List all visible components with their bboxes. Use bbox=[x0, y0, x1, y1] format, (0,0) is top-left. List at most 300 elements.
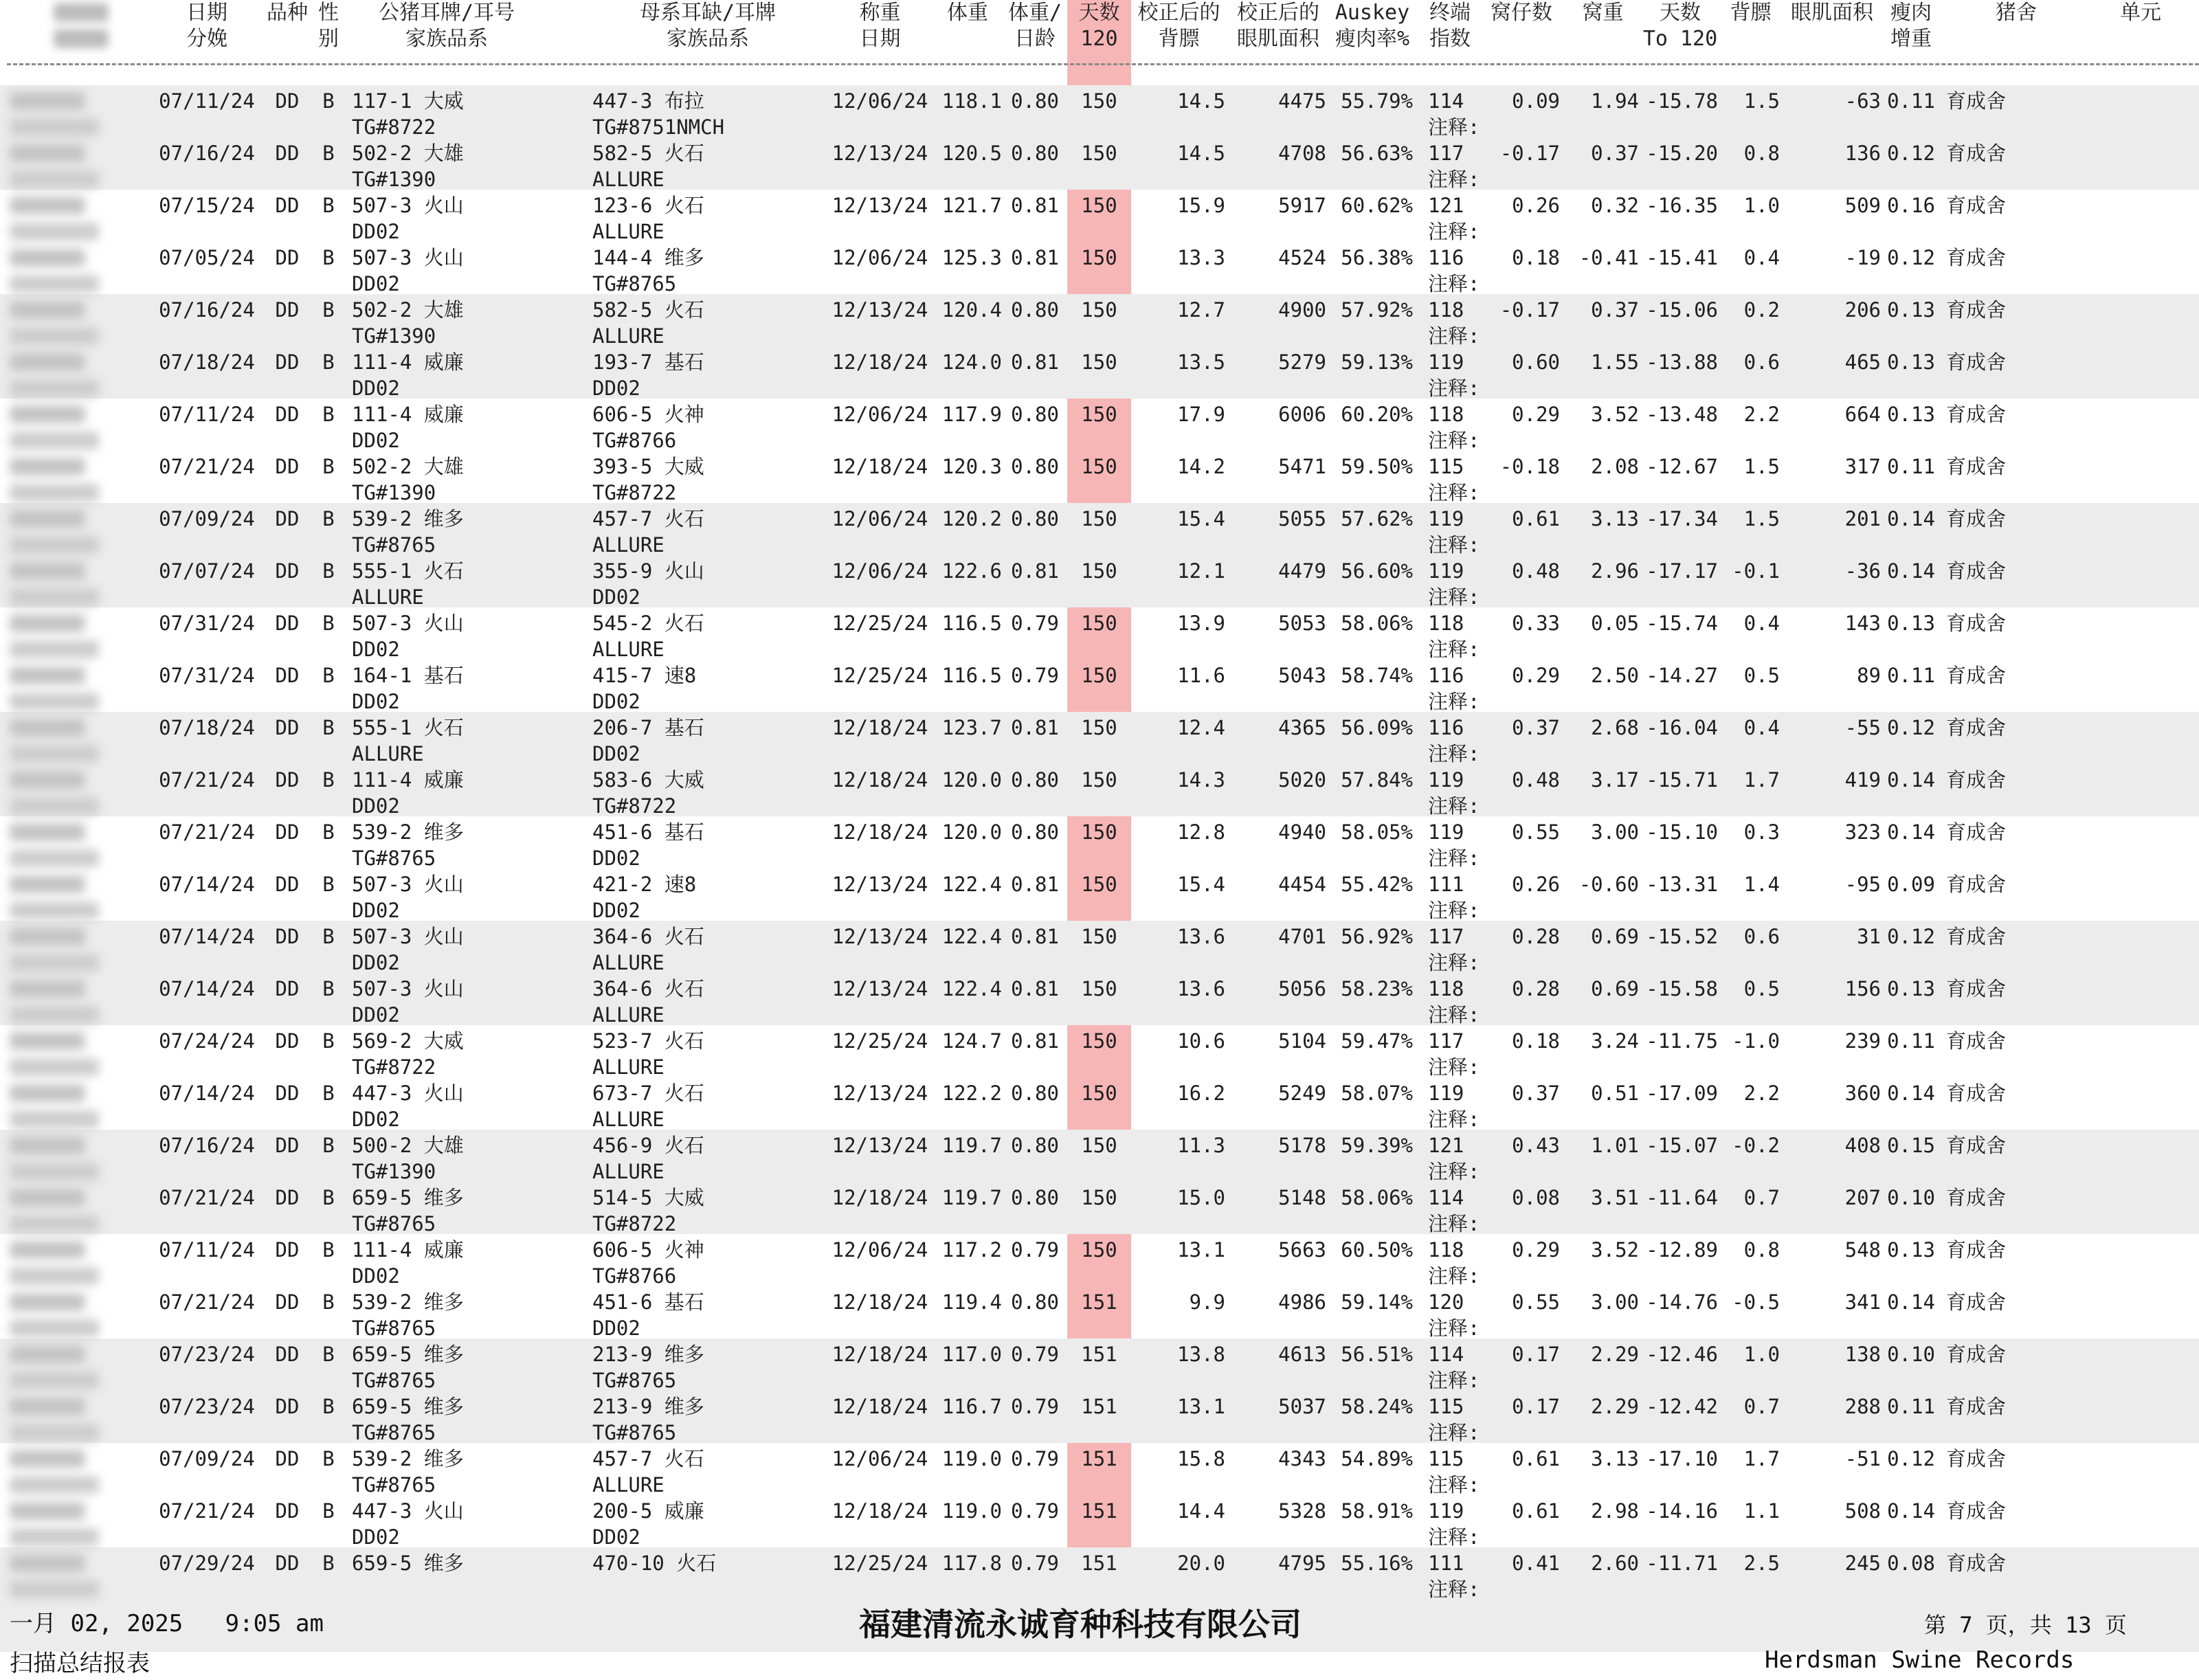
cell-wt: 122.4 bbox=[941, 925, 1002, 948]
sire-line: DD02 bbox=[352, 272, 400, 295]
cell-d120: -14.27 bbox=[1646, 664, 1718, 687]
cell-sex: B bbox=[322, 1290, 335, 1314]
cell-sex: B bbox=[322, 194, 335, 217]
dam-line: DD02 bbox=[592, 847, 640, 870]
cell-wt: 117.9 bbox=[941, 403, 1002, 426]
cell-sex: B bbox=[322, 1395, 335, 1418]
cell-bfv: -1.0 bbox=[1732, 1029, 1780, 1053]
cell-bf: 13.3 bbox=[1177, 246, 1225, 269]
cell-date: 07/31/24 bbox=[159, 664, 255, 687]
cell-breed: DD bbox=[275, 925, 300, 948]
cell-lean: 60.50% bbox=[1341, 1238, 1413, 1262]
cell-barn: 育成舍 bbox=[1946, 403, 2007, 426]
cell-wdate: 12/25/24 bbox=[831, 1552, 928, 1575]
cell-d120: -15.74 bbox=[1646, 612, 1718, 635]
cell-lea: 4475 bbox=[1278, 89, 1326, 113]
cell-days: 151 bbox=[1081, 1343, 1117, 1366]
cell-breed: DD bbox=[275, 507, 300, 530]
sire-line: TG#8765 bbox=[352, 1473, 436, 1497]
cell-wdate: 12/06/24 bbox=[831, 246, 928, 269]
cell-barn: 育成舍 bbox=[1946, 1343, 2007, 1366]
sire-line: ALLURE bbox=[352, 742, 424, 765]
cell-bfv: -0.2 bbox=[1732, 1134, 1780, 1157]
header-line-1: 天数 bbox=[1660, 1, 1701, 25]
cell-lwt: -0.41 bbox=[1578, 246, 1639, 269]
sire-id: 507-3 火山 bbox=[352, 194, 464, 217]
ear-notch-redacted bbox=[10, 170, 99, 188]
cell-wt: 119.7 bbox=[941, 1186, 1002, 1209]
cell-sex: B bbox=[322, 1343, 335, 1366]
dam-id: 206-7 基石 bbox=[592, 716, 704, 739]
cell-days: 150 bbox=[1081, 142, 1117, 165]
cell-wt: 120.0 bbox=[941, 768, 1002, 792]
cell-wdate: 12/25/24 bbox=[831, 664, 928, 687]
dam-id: 213-9 维多 bbox=[592, 1395, 704, 1418]
cell-wt: 120.3 bbox=[941, 455, 1002, 478]
cell-bf: 13.6 bbox=[1177, 925, 1225, 948]
cell-wdate: 12/18/24 bbox=[831, 1186, 928, 1209]
cell-lwt: 2.29 bbox=[1591, 1343, 1639, 1366]
ear-notch-redacted bbox=[10, 1006, 99, 1024]
dam-line: TG#8722 bbox=[592, 794, 677, 818]
ear-tag-redacted bbox=[10, 614, 85, 632]
header-line-2: 分娩 bbox=[186, 27, 227, 51]
cell-bf: 10.6 bbox=[1177, 1029, 1225, 1053]
cell-wt: 116.5 bbox=[941, 612, 1002, 635]
header-line-1: 校正后的 bbox=[1137, 1, 1220, 25]
header-line-2: 眼肌面积 bbox=[1791, 1, 1873, 25]
cell-date: 07/18/24 bbox=[159, 350, 255, 374]
cell-litter: -0.17 bbox=[1499, 142, 1560, 165]
note-label: 注释: bbox=[1428, 1108, 1480, 1131]
cell-adg: 0.81 bbox=[1011, 194, 1059, 217]
cell-barn: 育成舍 bbox=[1946, 1082, 2007, 1105]
cell-barn: 育成舍 bbox=[1946, 246, 2007, 269]
cell-lg: 0.12 bbox=[1887, 925, 1935, 948]
cell-lg: 0.14 bbox=[1887, 768, 1935, 792]
cell-sex: B bbox=[322, 1186, 335, 1209]
ear-notch-redacted bbox=[10, 693, 99, 710]
header-line-1: 公猪耳牌/耳号 bbox=[378, 1, 515, 25]
cell-adg: 0.81 bbox=[1011, 1029, 1059, 1053]
cell-leav: -51 bbox=[1844, 1447, 1881, 1470]
cell-days: 151 bbox=[1081, 1447, 1117, 1470]
dam-line: TG#8766 bbox=[592, 1264, 677, 1288]
cell-lg: 0.11 bbox=[1887, 664, 1935, 687]
cell-lean: 56.38% bbox=[1341, 246, 1413, 269]
cell-barn: 育成舍 bbox=[1946, 1029, 2007, 1053]
cell-breed: DD bbox=[275, 1395, 300, 1418]
cell-lean: 59.50% bbox=[1341, 455, 1413, 478]
cell-bf: 9.9 bbox=[1189, 1290, 1225, 1314]
header-line-2: 家族品系 bbox=[405, 27, 488, 51]
cell-wdate: 12/13/24 bbox=[831, 298, 928, 322]
cell-barn: 育成舍 bbox=[1946, 455, 2007, 478]
cell-adg: 0.81 bbox=[1011, 246, 1059, 269]
dam-line: ALLURE bbox=[592, 1160, 665, 1183]
cell-bf: 14.5 bbox=[1177, 142, 1225, 165]
sire-id: 111-4 威廉 bbox=[352, 403, 464, 426]
ear-header-redacted bbox=[54, 3, 109, 22]
cell-litter: 0.29 bbox=[1512, 403, 1560, 426]
note-label: 注释: bbox=[1428, 429, 1480, 452]
cell-litter: 0.55 bbox=[1512, 820, 1560, 844]
cell-breed: DD bbox=[275, 1499, 300, 1523]
cell-lean: 55.42% bbox=[1341, 873, 1413, 896]
cell-lean: 58.07% bbox=[1341, 1082, 1413, 1105]
cell-adg: 0.81 bbox=[1011, 873, 1059, 896]
cell-lg: 0.13 bbox=[1887, 977, 1935, 1000]
cell-bf: 15.4 bbox=[1177, 507, 1225, 530]
cell-litter: 0.48 bbox=[1512, 559, 1560, 583]
cell-idx: 119 bbox=[1428, 507, 1464, 530]
column-header-idx bbox=[1422, 0, 1477, 52]
cell-lg: 0.12 bbox=[1887, 142, 1935, 165]
cell-bfv: 0.8 bbox=[1743, 142, 1780, 165]
dam-id: 421-2 速8 bbox=[592, 873, 697, 896]
cell-litter: 0.09 bbox=[1512, 89, 1560, 113]
cell-breed: DD bbox=[275, 664, 300, 687]
cell-sex: B bbox=[322, 925, 335, 948]
cell-date: 07/11/24 bbox=[159, 89, 255, 113]
cell-barn: 育成舍 bbox=[1946, 1238, 2007, 1262]
ear-notch-redacted bbox=[10, 1215, 99, 1233]
dam-id: 514-5 大威 bbox=[592, 1186, 704, 1209]
cell-breed: DD bbox=[275, 820, 300, 844]
dam-id: 123-6 火石 bbox=[592, 194, 704, 217]
cell-sex: B bbox=[322, 1238, 335, 1262]
header-line-2: 背膘 bbox=[1158, 27, 1200, 51]
cell-sex: B bbox=[322, 1447, 335, 1470]
ear-tag-redacted bbox=[10, 1189, 85, 1207]
sire-id: 500-2 大雄 bbox=[352, 1134, 464, 1157]
cell-sex: B bbox=[322, 1082, 335, 1105]
cell-sex: B bbox=[322, 1499, 335, 1523]
dam-id: 355-9 火山 bbox=[592, 559, 704, 583]
column-header-unit bbox=[2089, 0, 2192, 26]
cell-date: 07/14/24 bbox=[159, 873, 255, 896]
cell-breed: DD bbox=[275, 1134, 300, 1157]
cell-d120: -13.48 bbox=[1646, 403, 1718, 426]
cell-wt: 116.7 bbox=[941, 1395, 1002, 1418]
sire-line: DD02 bbox=[352, 951, 400, 974]
cell-lea: 4343 bbox=[1278, 1447, 1326, 1470]
cell-litter: 0.55 bbox=[1512, 1290, 1560, 1314]
cell-bfv: 1.5 bbox=[1743, 455, 1780, 478]
ear-tag-redacted bbox=[10, 510, 85, 528]
cell-lwt: 0.69 bbox=[1591, 977, 1639, 1000]
cell-leav: 143 bbox=[1844, 612, 1881, 635]
cell-lean: 56.09% bbox=[1341, 716, 1413, 739]
cell-wdate: 12/18/24 bbox=[831, 1343, 928, 1366]
cell-date: 07/11/24 bbox=[159, 1238, 255, 1262]
cell-lea: 5328 bbox=[1278, 1499, 1326, 1523]
cell-idx: 116 bbox=[1428, 664, 1464, 687]
ear-notch-redacted bbox=[10, 849, 99, 867]
cell-lea: 4900 bbox=[1278, 298, 1326, 322]
ear-notch-redacted bbox=[10, 1058, 99, 1076]
cell-sex: B bbox=[322, 820, 335, 844]
sire-id: 507-3 火山 bbox=[352, 246, 464, 269]
cell-bfv: 2.2 bbox=[1743, 403, 1780, 426]
dam-line: ALLURE bbox=[592, 220, 665, 243]
column-header-lean bbox=[1332, 0, 1413, 52]
cell-lg: 0.12 bbox=[1887, 716, 1935, 739]
cell-idx: 119 bbox=[1428, 820, 1464, 844]
cell-bf: 15.4 bbox=[1177, 873, 1225, 896]
sire-id: 539-2 维多 bbox=[352, 1290, 464, 1314]
cell-wdate: 12/06/24 bbox=[831, 403, 928, 426]
cell-lg: 0.11 bbox=[1887, 455, 1935, 478]
cell-lg: 0.11 bbox=[1887, 89, 1935, 113]
cell-bf: 17.9 bbox=[1177, 403, 1225, 426]
note-label: 注释: bbox=[1428, 1055, 1480, 1079]
cell-lwt: 2.29 bbox=[1591, 1395, 1639, 1418]
cell-sex: B bbox=[322, 873, 335, 896]
cell-breed: DD bbox=[275, 1290, 300, 1314]
cell-lean: 58.74% bbox=[1341, 664, 1413, 687]
cell-bfv: 0.4 bbox=[1743, 716, 1780, 739]
dam-id: 582-5 火石 bbox=[592, 142, 704, 165]
cell-lea: 4454 bbox=[1278, 873, 1326, 896]
cell-days: 150 bbox=[1081, 89, 1117, 113]
sire-id: 502-2 大雄 bbox=[352, 142, 464, 165]
cell-bf: 14.3 bbox=[1177, 768, 1225, 792]
cell-lwt: 3.51 bbox=[1591, 1186, 1639, 1209]
cell-date: 07/09/24 bbox=[159, 507, 255, 530]
cell-idx: 118 bbox=[1428, 977, 1464, 1000]
cell-bf: 13.9 bbox=[1177, 612, 1225, 635]
cell-bfv: 1.0 bbox=[1743, 1343, 1780, 1366]
cell-lean: 59.13% bbox=[1341, 350, 1413, 374]
header-line-2: To 120 bbox=[1642, 27, 1718, 51]
cell-sex: B bbox=[322, 559, 335, 583]
column-header-bf bbox=[1132, 0, 1225, 52]
cell-lea: 5249 bbox=[1278, 1082, 1326, 1105]
note-label: 注释: bbox=[1428, 1369, 1480, 1392]
cell-bfv: -0.5 bbox=[1732, 1290, 1780, 1314]
cell-litter: 0.26 bbox=[1512, 873, 1560, 896]
cell-lea: 5148 bbox=[1278, 1186, 1326, 1209]
cell-lean: 56.60% bbox=[1341, 559, 1413, 583]
cell-days: 150 bbox=[1081, 298, 1117, 322]
cell-breed: DD bbox=[275, 559, 300, 583]
note-label: 注释: bbox=[1428, 1212, 1480, 1235]
column-header-lwt bbox=[1567, 0, 1639, 26]
ear-tag-redacted bbox=[10, 458, 85, 475]
cell-lea: 5279 bbox=[1278, 350, 1326, 374]
cell-lea: 4708 bbox=[1278, 142, 1326, 165]
cell-d120: -17.10 bbox=[1646, 1447, 1718, 1470]
print-datetime: 一月 02, 2025 9:05 am bbox=[10, 1610, 324, 1637]
cell-date: 07/23/24 bbox=[159, 1343, 255, 1366]
cell-days: 150 bbox=[1081, 716, 1117, 739]
cell-lean: 57.62% bbox=[1341, 507, 1413, 530]
cell-bf: 13.1 bbox=[1177, 1395, 1225, 1418]
dam-line: DD02 bbox=[592, 377, 640, 400]
cell-adg: 0.80 bbox=[1011, 820, 1059, 844]
cell-barn: 育成舍 bbox=[1946, 1290, 2007, 1314]
cell-d120: -12.89 bbox=[1646, 1238, 1718, 1262]
cell-adg: 0.81 bbox=[1011, 925, 1059, 948]
cell-sex: B bbox=[322, 1134, 335, 1157]
cell-wt: 122.6 bbox=[941, 559, 1002, 583]
note-label: 注释: bbox=[1428, 168, 1480, 191]
dam-line: ALLURE bbox=[592, 951, 665, 974]
cell-bfv: 0.6 bbox=[1743, 925, 1780, 948]
cell-sex: B bbox=[322, 977, 335, 1000]
note-label: 注释: bbox=[1428, 324, 1480, 348]
cell-lg: 0.14 bbox=[1887, 1499, 1935, 1523]
cell-bf: 12.1 bbox=[1177, 559, 1225, 583]
cell-lean: 56.51% bbox=[1341, 1343, 1413, 1366]
cell-idx: 121 bbox=[1428, 194, 1464, 217]
cell-adg: 0.79 bbox=[1011, 612, 1059, 635]
note-label: 注释: bbox=[1428, 115, 1480, 139]
cell-date: 07/14/24 bbox=[159, 1082, 255, 1105]
cell-lean: 58.06% bbox=[1341, 612, 1413, 635]
cell-lwt: 1.55 bbox=[1591, 350, 1639, 374]
ear-notch-redacted bbox=[10, 484, 99, 502]
cell-lg: 0.14 bbox=[1887, 507, 1935, 530]
header-line-2: 家族品系 bbox=[667, 27, 749, 51]
cell-litter: 0.17 bbox=[1512, 1395, 1560, 1418]
cell-idx: 115 bbox=[1428, 455, 1464, 478]
cell-wdate: 12/25/24 bbox=[831, 1029, 928, 1053]
page-indicator: 第 7 页，共 13 页 bbox=[1924, 1612, 2127, 1638]
cell-wdate: 12/25/24 bbox=[831, 612, 928, 635]
cell-adg: 0.79 bbox=[1011, 664, 1059, 687]
cell-date: 07/29/24 bbox=[159, 1552, 255, 1575]
column-header-litter bbox=[1483, 0, 1560, 26]
cell-lwt: 3.00 bbox=[1591, 1290, 1639, 1314]
cell-lea: 5053 bbox=[1278, 612, 1326, 635]
cell-idx: 121 bbox=[1428, 1134, 1464, 1157]
cell-lea: 4986 bbox=[1278, 1290, 1326, 1314]
cell-wt: 122.4 bbox=[941, 977, 1002, 1000]
cell-idx: 114 bbox=[1428, 89, 1464, 113]
ear-tag-redacted bbox=[10, 1136, 85, 1154]
cell-lwt: 2.08 bbox=[1591, 455, 1639, 478]
header-line-2: 品种 bbox=[267, 1, 308, 25]
cell-bf: 14.4 bbox=[1177, 1499, 1225, 1523]
column-header-days bbox=[1067, 0, 1131, 52]
cell-idx: 111 bbox=[1428, 1552, 1464, 1575]
header-line-1: 称重 bbox=[859, 1, 901, 25]
cell-d120: -15.58 bbox=[1646, 977, 1718, 1000]
cell-barn: 育成舍 bbox=[1946, 1552, 2007, 1575]
cell-barn: 育成舍 bbox=[1946, 194, 2007, 217]
cell-breed: DD bbox=[275, 873, 300, 896]
cell-bfv: 1.1 bbox=[1743, 1499, 1780, 1523]
cell-breed: DD bbox=[275, 194, 300, 217]
cell-lg: 0.09 bbox=[1887, 873, 1935, 896]
cell-d120: -17.09 bbox=[1646, 1082, 1718, 1105]
cell-d120: -11.71 bbox=[1646, 1552, 1718, 1575]
ear-notch-redacted bbox=[10, 1424, 99, 1442]
dam-line: DD02 bbox=[592, 585, 640, 609]
ear-notch-redacted bbox=[10, 1319, 99, 1337]
cell-date: 07/21/24 bbox=[159, 768, 255, 792]
sire-line: DD02 bbox=[352, 429, 400, 452]
cell-lg: 0.14 bbox=[1887, 1290, 1935, 1314]
cell-wt: 120.5 bbox=[941, 142, 1002, 165]
ear-tag-redacted bbox=[10, 405, 85, 423]
cell-leav: 341 bbox=[1844, 1290, 1881, 1314]
dam-line: ALLURE bbox=[592, 324, 665, 348]
column-header-bfv bbox=[1721, 0, 1780, 26]
cell-lea: 4940 bbox=[1278, 820, 1326, 844]
header-line-2: 猪舍 bbox=[1996, 1, 2037, 25]
cell-litter: 0.37 bbox=[1512, 716, 1560, 739]
cell-sex: B bbox=[322, 507, 335, 530]
cell-d120: -12.46 bbox=[1646, 1343, 1718, 1366]
cell-leav: 509 bbox=[1844, 194, 1881, 217]
cell-date: 07/07/24 bbox=[159, 559, 255, 583]
cell-lea: 4613 bbox=[1278, 1343, 1326, 1366]
ear-notch-redacted bbox=[10, 432, 99, 449]
cell-wdate: 12/13/24 bbox=[831, 142, 928, 165]
column-header-wdate bbox=[830, 0, 930, 52]
column-header-lg bbox=[1883, 0, 1939, 52]
ear-tag-redacted bbox=[10, 249, 85, 267]
header-line-2: 指数 bbox=[1429, 27, 1471, 51]
cell-sex: B bbox=[322, 246, 335, 269]
cell-sex: B bbox=[322, 403, 335, 426]
cell-leav: -95 bbox=[1844, 873, 1881, 896]
cell-lea: 6006 bbox=[1278, 403, 1326, 426]
cell-lea: 4701 bbox=[1278, 925, 1326, 948]
cell-bfv: 0.3 bbox=[1743, 820, 1780, 844]
cell-date: 07/16/24 bbox=[159, 298, 255, 322]
cell-idx: 117 bbox=[1428, 1029, 1464, 1053]
dam-id: 606-5 火神 bbox=[592, 403, 704, 426]
cell-lea: 5055 bbox=[1278, 507, 1326, 530]
cell-idx: 119 bbox=[1428, 1499, 1464, 1523]
sire-id: 659-5 维多 bbox=[352, 1395, 464, 1418]
dam-line: TG#8751NMCH bbox=[592, 115, 725, 139]
note-label: 注释: bbox=[1428, 377, 1480, 400]
cell-bfv: 1.5 bbox=[1743, 507, 1780, 530]
cell-breed: DD bbox=[275, 1447, 300, 1470]
cell-leav: 508 bbox=[1844, 1499, 1881, 1523]
sire-line: DD02 bbox=[352, 1525, 400, 1549]
cell-d120: -16.35 bbox=[1646, 194, 1718, 217]
cell-breed: DD bbox=[275, 1029, 300, 1053]
cell-barn: 育成舍 bbox=[1946, 1134, 2007, 1157]
cell-days: 151 bbox=[1081, 1552, 1117, 1575]
cell-d120: -15.20 bbox=[1646, 142, 1718, 165]
ear-tag-redacted bbox=[10, 875, 85, 893]
cell-lg: 0.11 bbox=[1887, 1395, 1935, 1418]
cell-lg: 0.14 bbox=[1887, 1082, 1935, 1105]
cell-bf: 12.7 bbox=[1177, 298, 1225, 322]
cell-leav: 408 bbox=[1844, 1134, 1881, 1157]
cell-idx: 119 bbox=[1428, 1082, 1464, 1105]
cell-leav: 31 bbox=[1857, 925, 1881, 948]
cell-lean: 56.92% bbox=[1341, 925, 1413, 948]
dam-line: ALLURE bbox=[592, 638, 665, 661]
cell-breed: DD bbox=[275, 142, 300, 165]
ear-tag-redacted bbox=[10, 1032, 85, 1050]
ear-tag-redacted bbox=[10, 823, 85, 841]
header-line-1: 日期 bbox=[186, 1, 227, 25]
cell-sex: B bbox=[322, 768, 335, 792]
header-line-2: 增重 bbox=[1890, 27, 1932, 51]
header-line-1: 母系耳缺/耳牌 bbox=[639, 1, 777, 25]
cell-barn: 育成舍 bbox=[1946, 977, 2007, 1000]
cell-date: 07/18/24 bbox=[159, 716, 255, 739]
